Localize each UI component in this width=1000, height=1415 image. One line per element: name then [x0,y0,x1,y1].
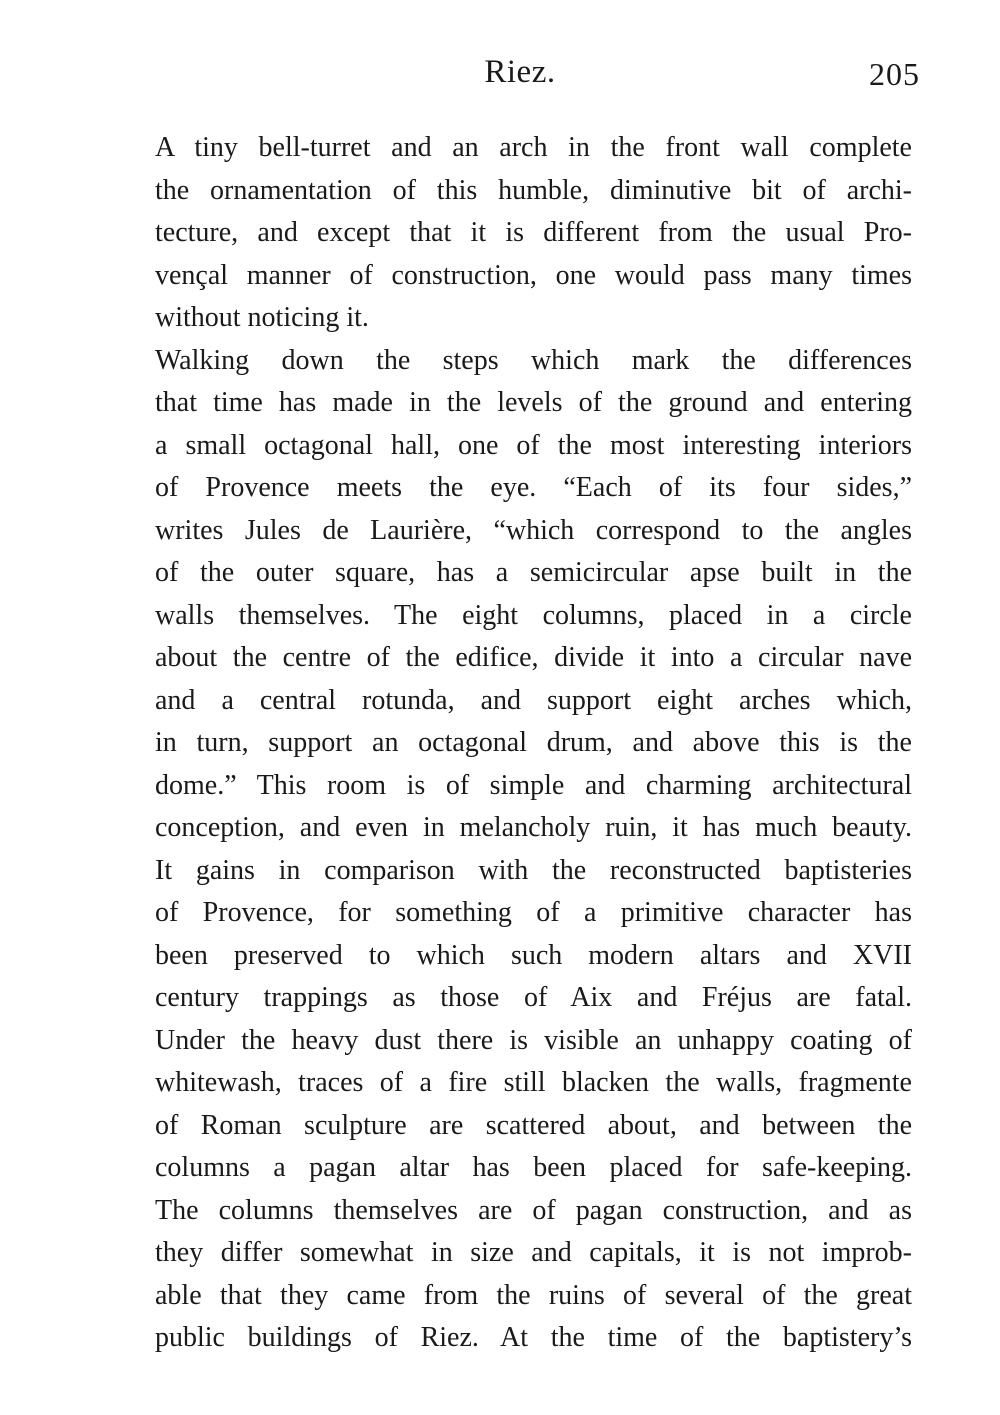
text-line: Under the heavy dust there is visible an unhappy coating of [155,1024,912,1056]
text-line: public buildings of Riez. At the time of the baptistery’s [155,1322,912,1353]
running-title: Riez. [484,54,556,90]
text-line: of Provence, for something of a primitive character has [155,897,912,928]
text-line: without noticing it. [155,302,369,333]
text-line: of Roman sculpture are scattered about, and between the [155,1109,912,1141]
text-line: a small octagonal hall, one of the most interesting interiors [155,429,912,461]
text-line: whitewash, traces of a fire still blacken the walls, fragmente [155,1067,912,1098]
text-line: conception, and even in melancholy ruin, it has much beauty. [155,812,912,843]
text-line: It gains in comparison with the reconstructed baptisteries [155,854,912,886]
text-line: they differ somewhat in size and capitals, it is not improb- [155,1237,912,1268]
text-line: been preserved to which such modern altars and XVII [155,939,912,971]
text-line: tecture, and except that it is different from the usual Pro- [155,217,912,248]
text-line: century trappings as those of Aix and Fréjus are fatal. [155,982,912,1013]
text-line: columns a pagan altar has been placed for safe-keeping. [155,1152,912,1183]
text-line: about the centre of the edifice, divide it into a circular nave [155,642,912,673]
text-line: vençal manner of construction, one would pass many times [155,259,912,291]
text-line: in turn, support an octagonal drum, and above this is the [155,727,912,758]
text-line: dome.” This room is of simple and charming architectural [155,769,912,801]
text-line: and a central rotunda, and support eight arches which, [155,684,912,716]
text-line: the ornamentation of this humble, diminutive bit of archi- [155,174,912,206]
text-line: Walking down the steps which mark the differences [155,344,912,376]
text-line: of Provence meets the eye. “Each of its four sides,” [155,472,912,503]
text-line: writes Jules de Laurière, “which correspond to the angles [155,514,912,546]
text-line: that time has made in the levels of the ground and entering [155,387,912,418]
text-line: The columns themselves are of pagan construction, and as [155,1194,912,1226]
body-text [155,128,912,1361]
text-line: A tiny bell-turret and an arch in the front wall complete [155,132,912,163]
text-line: walls themselves. The eight columns, placed in a circle [155,599,912,631]
page-number: 205 [869,56,920,92]
text-line: of the outer square, has a semicircular apse built in the [155,557,912,588]
text-line: able that they came from the ruins of several of the great [155,1279,912,1311]
